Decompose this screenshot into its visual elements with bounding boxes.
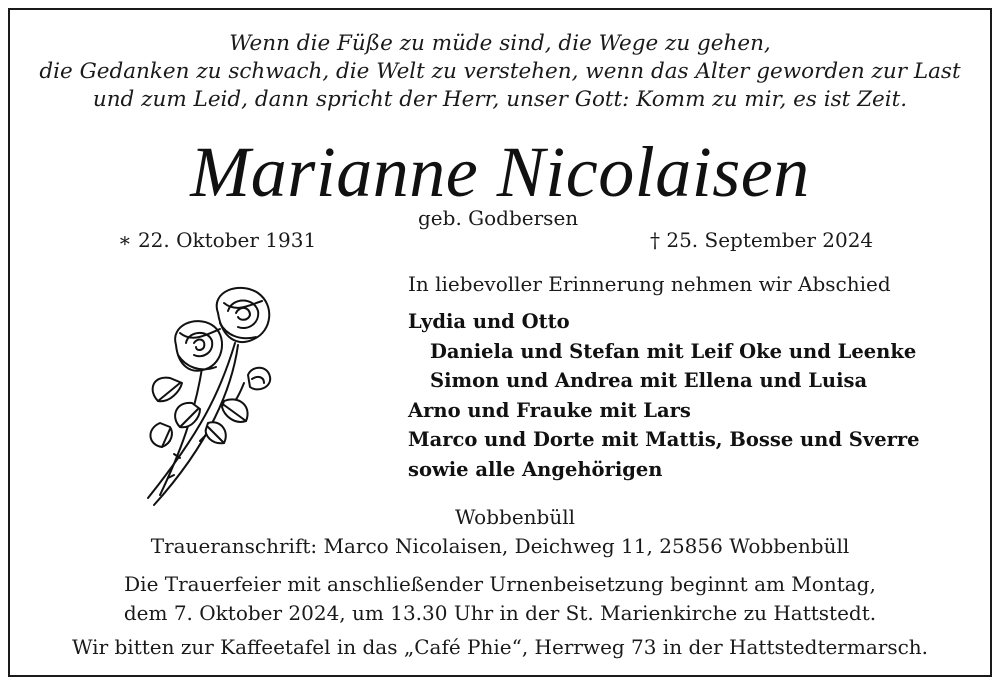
mourner-line: sowie alle Angehörigen [408, 457, 663, 481]
mourning-address: Traueranschrift: Marco Nicolaisen, Deichweg 11, 25856 Wobbenbüll [150, 534, 850, 558]
mourner-line: Arno und Frauke mit Lars [408, 398, 691, 422]
farewell-intro: In liebevoller Erinnerung nehmen wir Abschied [408, 272, 891, 296]
mourner-line: Daniela und Stefan mit Leif Oke und Leenke [430, 339, 917, 363]
mourner-line: Lydia und Otto [408, 310, 570, 333]
birth-date: ∗ 22. Oktober 1931 [118, 228, 317, 252]
mourner-line: Marco und Dorte mit Mattis, Bosse und Sverre [408, 428, 920, 451]
rose-icon [140, 283, 290, 508]
place-name: Wobbenbüll [454, 505, 576, 529]
mourner-line: Simon und Andrea mit Ellena und Luisa [430, 369, 868, 392]
death-date: † 25. September 2024 [650, 228, 874, 252]
deceased-name: Marianne Nicolaisen [190, 132, 810, 212]
verse-line-2: die Gedanken zu schwach, die Welt zu verstehen, wenn das Alter geworden zur Last [39, 59, 961, 84]
service-line-2: dem 7. Oktober 2024, um 13.30 Uhr in der St. Marienkirche zu Hattstedt. [123, 601, 877, 625]
verse-line-1: Wenn die Füße zu müde sind, die Wege zu gehen, [229, 31, 771, 56]
birth-name: geb. Godbersen [418, 206, 579, 230]
bible-verse [0, 30, 1000, 114]
coffee-invitation: Wir bitten zur Kaffeetafel in das „Café Phie“, Herrweg 73 in der Hattstedtermarsch. [71, 635, 929, 659]
verse-line-3: und zum Leid, dann spricht der Herr, unser Gott: Komm zu mir, es ist Zeit. [92, 87, 908, 112]
service-line-1: Die Trauerfeier mit anschließender Urnenbeisetzung beginnt am Montag, [124, 572, 876, 596]
funeral-service-info [0, 570, 1000, 628]
mourners-list [408, 307, 920, 484]
